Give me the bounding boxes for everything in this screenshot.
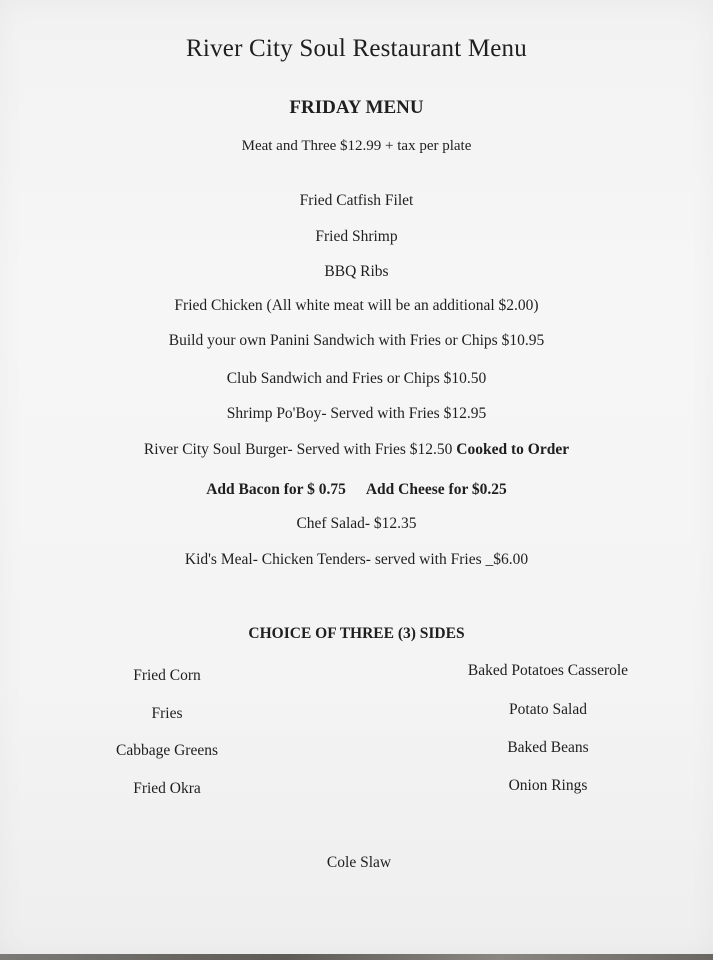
side-item: Cabbage Greens <box>116 742 218 759</box>
side-item: Fried Corn <box>133 667 201 684</box>
day-heading: FRIDAY MENU <box>289 97 424 118</box>
side-item: Fries <box>151 705 183 722</box>
burger-text: River City Soul Burger- Served with Fries $12.50 <box>143 441 457 458</box>
addon-bacon: Add Bacon for $ 0.75 <box>206 481 346 498</box>
side-item: Potato Salad <box>509 701 587 718</box>
meat-and-three-price: Meat and Three $12.99 + tax per plate <box>241 138 472 154</box>
side-item: Onion Rings <box>508 777 588 794</box>
menu-item: Kid's Meal- Chicken Tenders- served with Fries _$6.00 <box>184 551 529 568</box>
menu-item: Fried Chicken (All white meat will be an additional $2.00) <box>174 297 539 314</box>
menu-item: Shrimp Po'Boy- Served with Fries $12.95 <box>226 405 487 422</box>
menu-item: Fried Catfish Filet <box>299 192 414 209</box>
menu-item: Build your own Panini Sandwich with Fries or Chips $10.95 <box>168 332 545 349</box>
burger-note: Cooked to Order <box>456 441 570 458</box>
side-item: Baked Beans <box>507 739 589 756</box>
menu-item: Fried Shrimp <box>315 228 398 245</box>
table-surface <box>0 954 713 960</box>
menu-title: River City Soul Restaurant Menu <box>186 35 527 62</box>
menu-item: Chef Salad- $12.35 <box>296 515 417 532</box>
addons-line <box>0 481 713 499</box>
menu-item: Club Sandwich and Fries or Chips $10.50 <box>226 370 487 387</box>
side-item-center: Cole Slaw <box>326 854 392 871</box>
menu-item: BBQ Ribs <box>324 263 389 280</box>
sides-heading: CHOICE OF THREE (3) SIDES <box>248 625 465 642</box>
side-item: Fried Okra <box>133 780 201 797</box>
burger-line <box>0 441 713 459</box>
side-item: Baked Potatoes Casserole <box>467 662 629 679</box>
addon-cheese: Add Cheese for $0.25 <box>365 481 507 498</box>
